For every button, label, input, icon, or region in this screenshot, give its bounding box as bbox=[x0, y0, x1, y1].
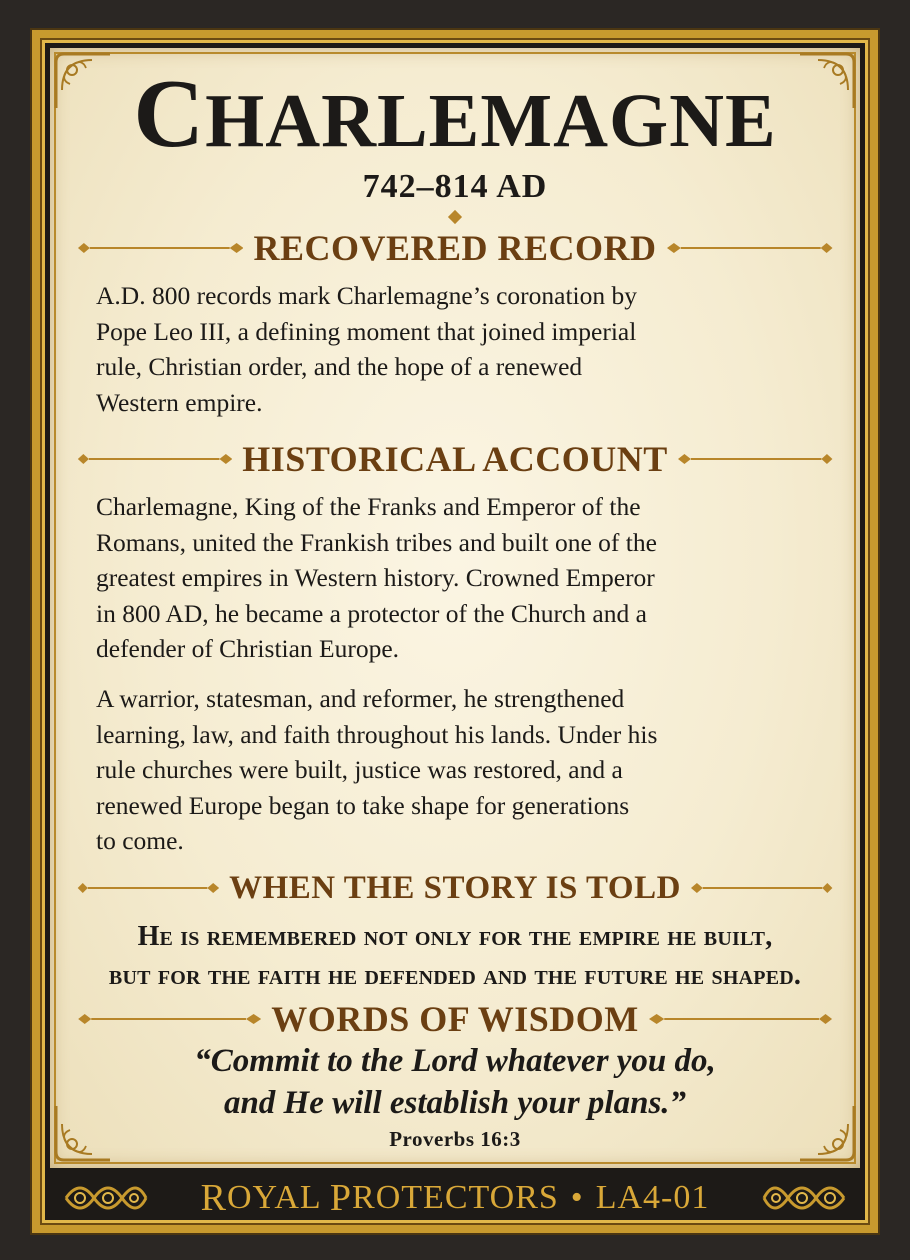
diamond-rule-icon bbox=[649, 1009, 834, 1029]
historical-account-paragraph-2 bbox=[96, 681, 816, 859]
title-rest: HARLEMAGNE bbox=[205, 79, 777, 163]
text-line: Western empire. bbox=[96, 387, 263, 417]
card-dates: 742–814 AD bbox=[362, 168, 548, 205]
text-line: to come. bbox=[96, 826, 184, 855]
set-name-part: ROTECTORS bbox=[352, 1179, 559, 1216]
tagline-line: He is remembered not only for the empire he built, bbox=[137, 921, 773, 952]
footer-separator: • bbox=[570, 1179, 584, 1216]
text-line: in 800 AD, he became a protector of the Church and a bbox=[96, 598, 647, 628]
title-initial: C bbox=[133, 60, 206, 168]
diamond-rule-icon bbox=[667, 238, 834, 258]
diamond-rule-icon bbox=[678, 449, 834, 469]
diamond-rule-icon bbox=[76, 449, 232, 469]
historical-account-paragraph-1 bbox=[96, 489, 816, 667]
set-name-part: OYAL bbox=[227, 1179, 330, 1216]
section-header-when-told bbox=[76, 866, 834, 910]
set-name-initial: P bbox=[329, 1177, 353, 1219]
quote-line: “Commit to the Lord whatever you do, bbox=[194, 1043, 716, 1079]
section-heading: RECOVERED RECORD bbox=[253, 228, 657, 268]
diamond-rule-icon bbox=[76, 878, 219, 898]
text-line: learning, law, and faith throughout his lands. Under his bbox=[96, 719, 658, 749]
tagline-line: but for the faith he defended and the future he shaped. bbox=[108, 960, 802, 991]
text-line: Charlemagne, King of the Franks and Emperor of the bbox=[96, 492, 641, 521]
diamond-rule-icon bbox=[691, 878, 834, 898]
text-line: A warrior, statesman, and reformer, he strengthened bbox=[96, 684, 625, 713]
quote-citation: Proverbs 16:3 bbox=[389, 1127, 521, 1151]
set-name-initial: R bbox=[200, 1177, 227, 1219]
text-line: A.D. 800 records mark Charlemagne’s coronation by bbox=[96, 281, 638, 310]
text-line: defender of Christian Europe. bbox=[96, 634, 400, 663]
card-code: LA4-01 bbox=[595, 1179, 710, 1216]
text-line: greatest empires in Western history. Crowned Emperor bbox=[96, 563, 655, 592]
text-line: renewed Europe began to take shape for generations bbox=[96, 790, 630, 820]
section-header-wisdom bbox=[76, 997, 834, 1041]
wisdom-quote bbox=[80, 1040, 830, 1124]
diamond-rule-icon bbox=[76, 1009, 261, 1029]
text-line: rule, Christian order, and the hope of a renewed bbox=[96, 352, 583, 381]
story-tagline bbox=[80, 917, 830, 995]
section-heading: WORDS OF WISDOM bbox=[271, 999, 639, 1039]
text-line: Romans, united the Frankish tribes and built one of the bbox=[96, 527, 657, 557]
card-footer bbox=[50, 1168, 860, 1228]
card-title bbox=[50, 58, 860, 170]
text-line: Pope Leo III, a defining moment that joined imperial bbox=[96, 316, 637, 346]
section-header-recovered-record bbox=[76, 226, 834, 270]
section-heading: WHEN THE STORY IS TOLD bbox=[229, 869, 681, 906]
text-line: rule churches were built, justice was restored, and a bbox=[96, 755, 623, 784]
section-header-historical-account bbox=[76, 437, 834, 481]
quote-line: and He will establish your plans.” bbox=[223, 1085, 687, 1121]
section-heading: HISTORICAL ACCOUNT bbox=[242, 439, 668, 479]
diamond-rule-icon bbox=[76, 238, 243, 258]
recovered-record-text bbox=[96, 278, 816, 420]
